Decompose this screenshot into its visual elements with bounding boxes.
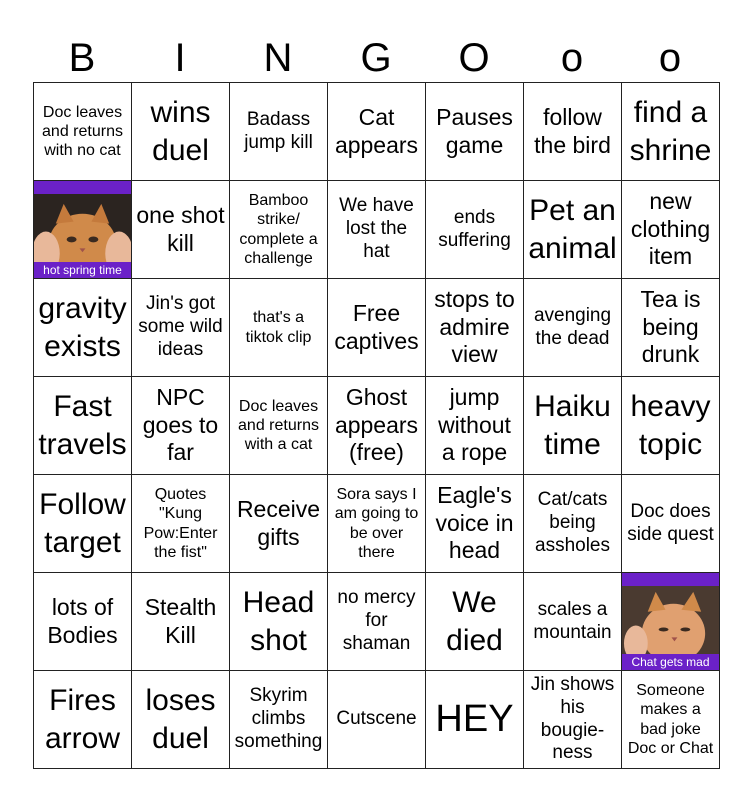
bingo-cell[interactable]: HEY xyxy=(426,671,524,769)
bingo-cell[interactable]: Fast travels xyxy=(34,377,132,475)
bingo-cell[interactable]: Jin shows his bougie-ness xyxy=(524,671,622,769)
header-letter-3: N xyxy=(263,36,293,80)
bingo-cell[interactable]: ends suffering xyxy=(426,181,524,279)
bingo-cell[interactable]: that's a tiktok clip xyxy=(230,279,328,377)
bingo-cell[interactable]: heavy topic xyxy=(622,377,720,475)
bingo-cell[interactable]: Sora says I am going to be over there xyxy=(328,475,426,573)
bingo-cell[interactable]: Cutscene xyxy=(328,671,426,769)
bingo-cell[interactable]: lots of Bodies xyxy=(34,573,132,671)
bingo-cell[interactable]: Doc does side quest xyxy=(622,475,720,573)
header-letter-7: o xyxy=(658,36,682,80)
bingo-cell[interactable]: follow the bird xyxy=(524,83,622,181)
bingo-grid xyxy=(33,82,720,769)
bingo-cell[interactable]: Receive gifts xyxy=(230,475,328,573)
bingo-cell[interactable]: gravity exists xyxy=(34,279,132,377)
bingo-header xyxy=(33,34,719,82)
bingo-cell[interactable]: Bamboo strike/ complete a challenge xyxy=(230,181,328,279)
bingo-cell[interactable]: Haiku time xyxy=(524,377,622,475)
bingo-cell[interactable]: We died xyxy=(426,573,524,671)
bingo-cell[interactable]: Eagle's voice in head xyxy=(426,475,524,573)
bingo-cell[interactable]: Stealth Kill xyxy=(132,573,230,671)
bingo-cell[interactable]: Badass jump kill xyxy=(230,83,328,181)
image-caption: Chat gets mad xyxy=(622,654,719,670)
header-letter-5: O xyxy=(458,36,490,80)
bingo-cell[interactable]: Quotes "Kung Pow:Enter the fist" xyxy=(132,475,230,573)
bingo-cell[interactable]: Tea is being drunk xyxy=(622,279,720,377)
bingo-cell[interactable]: avenging the dead xyxy=(524,279,622,377)
bingo-cell[interactable]: no mercy for shaman xyxy=(328,573,426,671)
header-letter-4: G xyxy=(360,36,392,80)
bingo-cell[interactable]: Head shot xyxy=(230,573,328,671)
bingo-cell[interactable]: Cat appears xyxy=(328,83,426,181)
header-letter-2: I xyxy=(174,36,186,80)
header-letter-6: o xyxy=(560,36,584,80)
bingo-cell[interactable]: stops to admire view xyxy=(426,279,524,377)
bingo-cell[interactable]: Cat/cats being assholes xyxy=(524,475,622,573)
caption-bar xyxy=(34,181,131,194)
bingo-cell[interactable]: Doc leaves and returns with a cat xyxy=(230,377,328,475)
bingo-cell[interactable]: Follow target xyxy=(34,475,132,573)
image-caption: hot spring time xyxy=(34,262,131,278)
header-letter-1: B xyxy=(68,36,96,80)
bingo-cell[interactable]: Skyrim climbs something xyxy=(230,671,328,769)
bingo-cell[interactable]: Pauses game xyxy=(426,83,524,181)
bingo-cell[interactable]: Doc leaves and returns with no cat xyxy=(34,83,132,181)
bingo-cell[interactable]: Jin's got some wild ideas xyxy=(132,279,230,377)
bingo-cell[interactable]: We have lost the hat xyxy=(328,181,426,279)
bingo-cell[interactable]: Fires arrow xyxy=(34,671,132,769)
bingo-cell[interactable]: scales a mountain xyxy=(524,573,622,671)
bingo-cell-image[interactable] xyxy=(34,181,132,279)
bingo-cell[interactable]: find a shrine xyxy=(622,83,720,181)
bingo-cell[interactable]: Free captives xyxy=(328,279,426,377)
bingo-cell[interactable]: Someone makes a bad joke Doc or Chat xyxy=(622,671,720,769)
bingo-cell[interactable]: wins duel xyxy=(132,83,230,181)
bingo-cell-image[interactable] xyxy=(622,573,720,671)
bingo-cell[interactable]: one shot kill xyxy=(132,181,230,279)
bingo-cell[interactable]: NPC goes to far xyxy=(132,377,230,475)
bingo-cell[interactable]: jump without a rope xyxy=(426,377,524,475)
caption-bar xyxy=(622,573,719,586)
bingo-cell[interactable]: Ghost appears (free) xyxy=(328,377,426,475)
bingo-cell[interactable]: Pet an animal xyxy=(524,181,622,279)
bingo-cell[interactable]: loses duel xyxy=(132,671,230,769)
bingo-cell[interactable]: new clothing item xyxy=(622,181,720,279)
